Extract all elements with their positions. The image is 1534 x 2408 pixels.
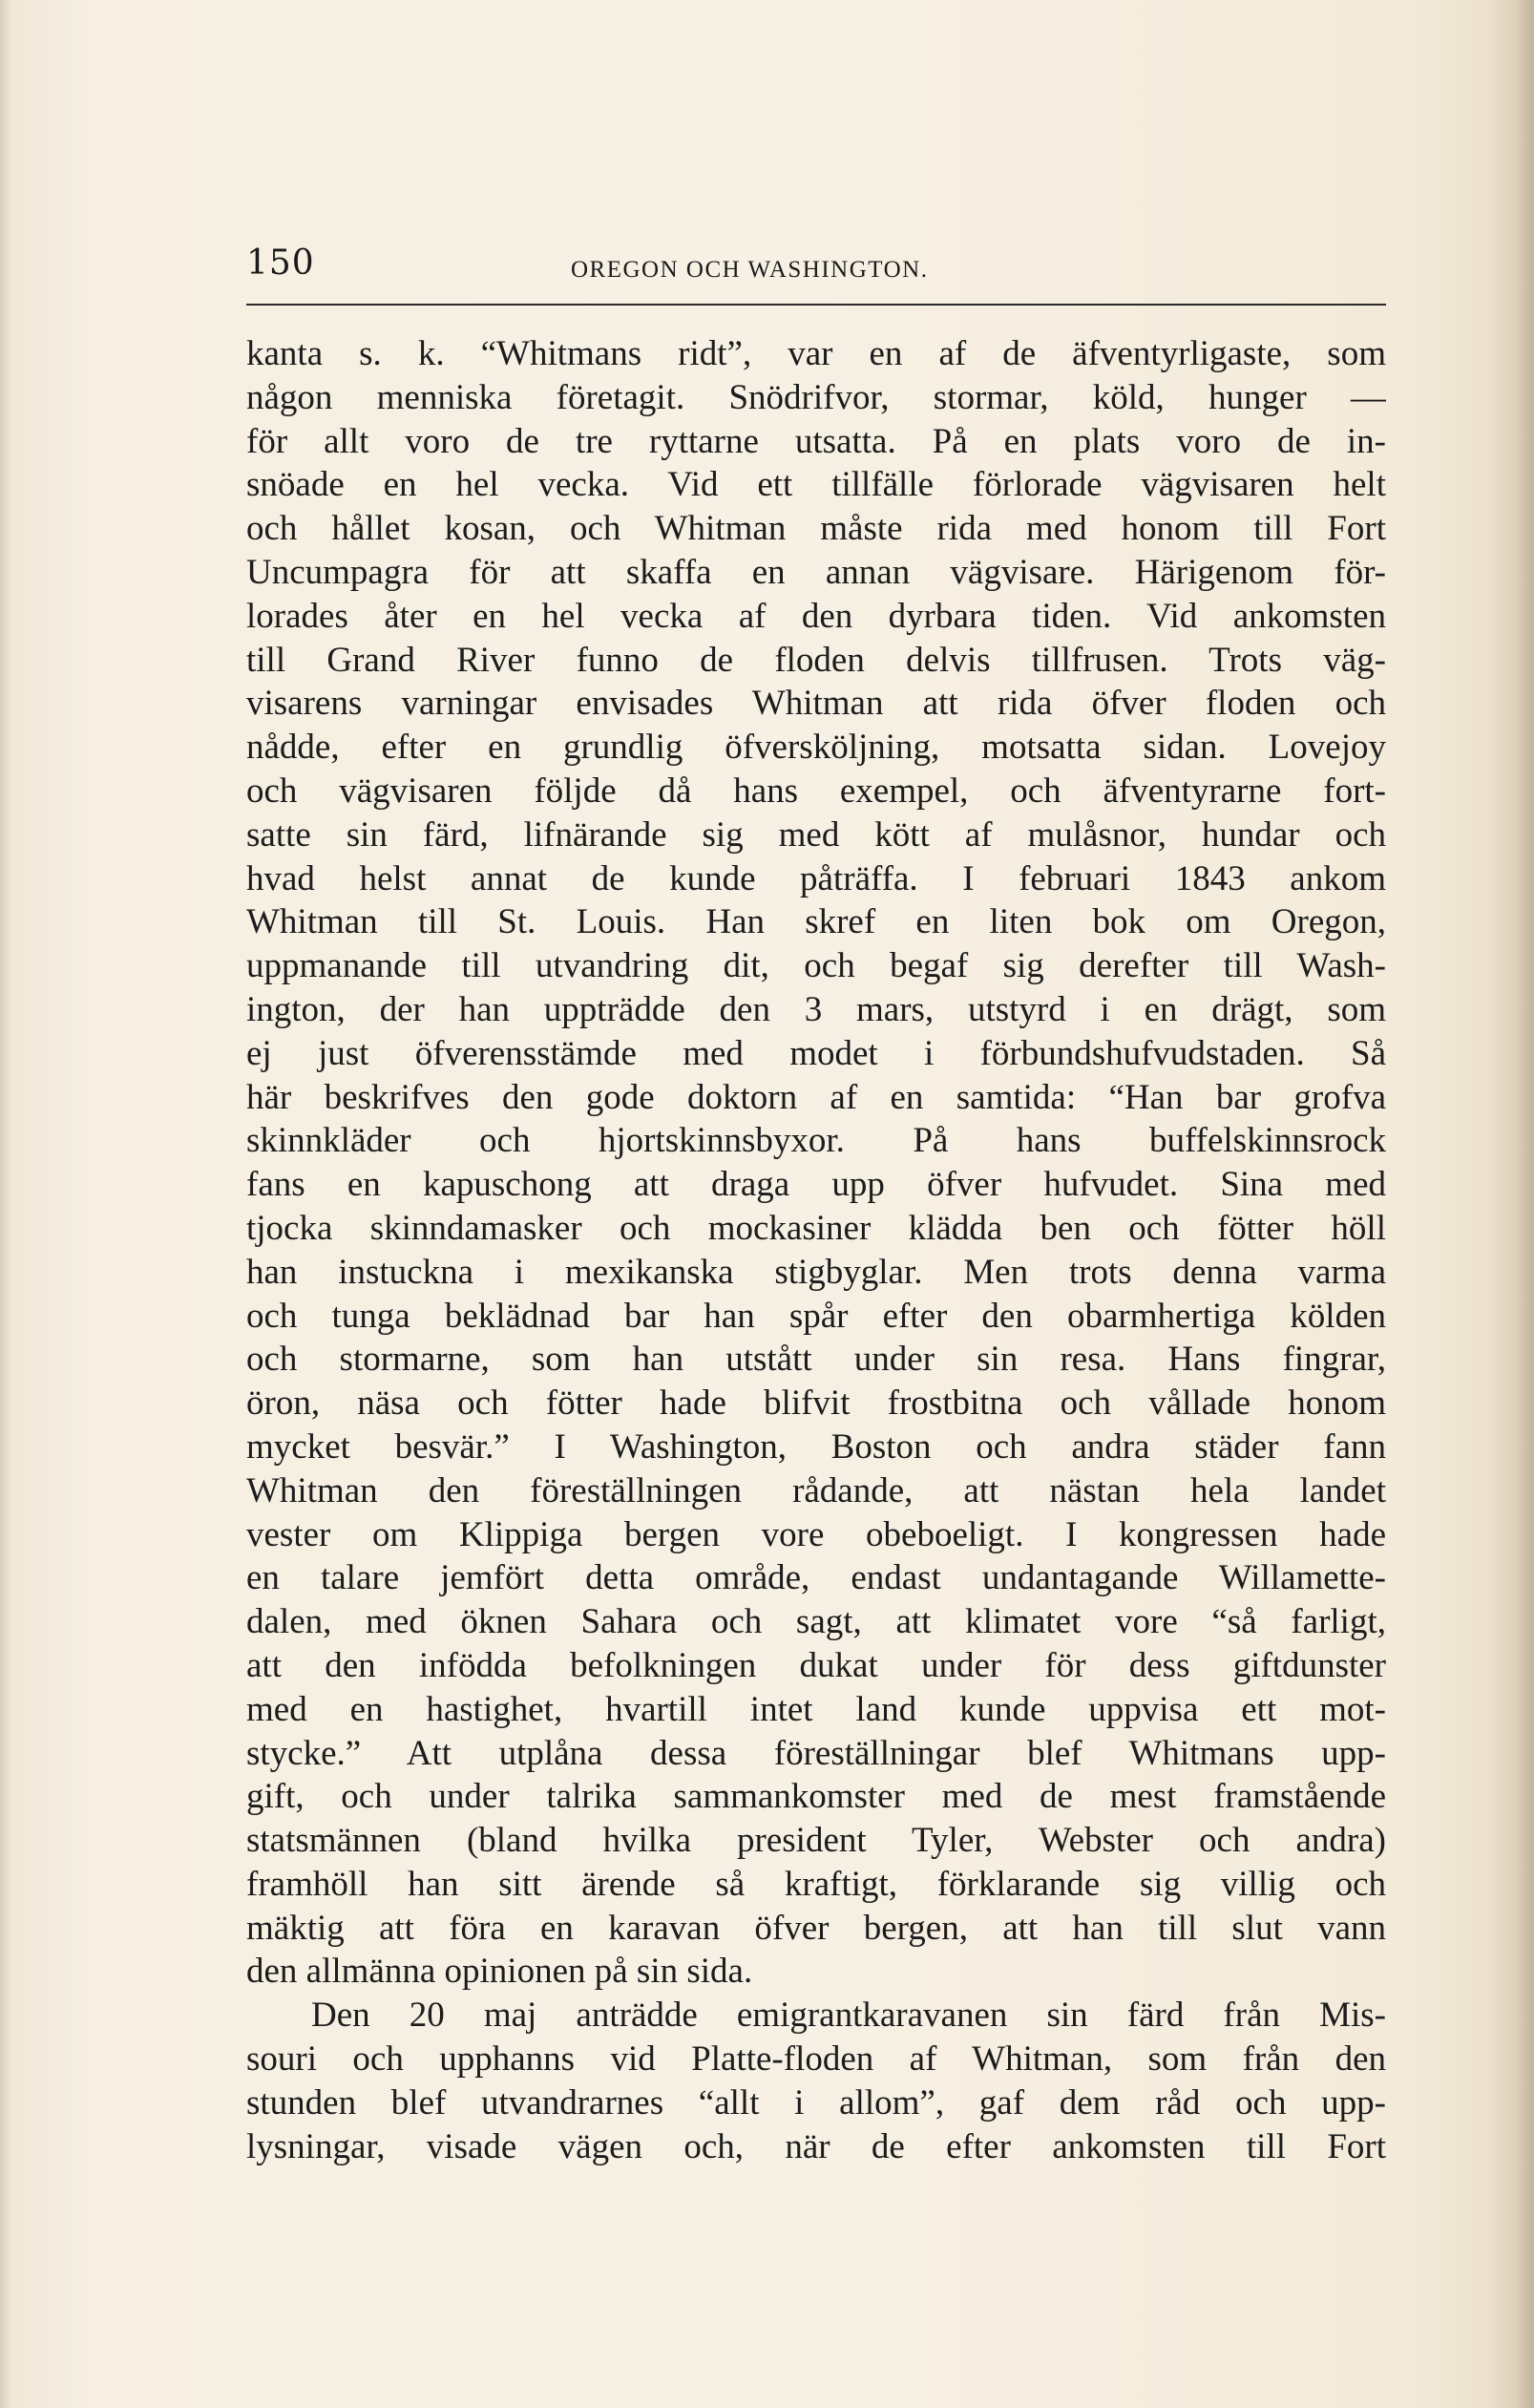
text-line: lorades åter en hel vecka af den dyrbara tiden. Vid ankomsten xyxy=(246,596,1386,636)
text-line: mycket besvär.” I Washington, Boston och andra städer fann xyxy=(246,1426,1386,1467)
text-line: fans en kapuschong att draga upp öfver hufvudet. Sina med xyxy=(246,1165,1386,1205)
text-line: gift, och under talrika sammankomster med de mest framstående xyxy=(246,1777,1386,1817)
text-line: stunden blef utvandrarnes “allt i allom”, gaf dem råd och upp- xyxy=(246,2082,1386,2123)
text-line: och hållet kosan, och Whitman måste rida med honom till Fort xyxy=(246,509,1386,549)
text-line: statsmännen (bland hvilka president Tyler, Webster och andra) xyxy=(246,1821,1386,1861)
text-line: nådde, efter en grundlig öfversköljning, motsatta sidan. Lovejoy xyxy=(246,728,1386,768)
body-text xyxy=(246,332,1386,2168)
paragraph-2 xyxy=(246,1994,1386,2168)
page-left-shadow xyxy=(0,0,11,2408)
text-line: med en hastighet, hvartill intet land kunde uppvisa ett mot- xyxy=(246,1689,1386,1729)
text-line: snöade en hel vecka. Vid ett tillfälle förlorade vägvisaren helt xyxy=(246,465,1386,505)
text-line: stycke.” Att utplåna dessa föreställningar blef Whitmans upp- xyxy=(246,1733,1386,1773)
text-line: mäktig att föra en karavan öfver bergen, att han till slut vann xyxy=(246,1908,1386,1948)
text-line: kanta s. k. “Whitmans ridt”, var en af de äfventyrligaste, som xyxy=(246,334,1386,373)
text-line: souri och upphanns vid Platte-floden af Whitman, som från den xyxy=(246,2039,1386,2080)
text-line: att den infödda befolkningen dukat under för dess giftdunster xyxy=(246,1645,1386,1685)
text-line: framhöll han sitt ärende så kraftigt, förklarande sig villig och xyxy=(246,1864,1386,1904)
page-header xyxy=(246,243,1386,301)
text-line: Whitman den föreställningen rådande, att nästan hela landet xyxy=(246,1470,1386,1510)
page-right-shadow xyxy=(1486,0,1534,2408)
text-line: satte sin färd, lifnärande sig med kött af mulåsnor, hundar och xyxy=(246,814,1386,855)
text-line: dalen, med öknen Sahara och sagt, att klimatet vore “så farligt, xyxy=(246,1602,1386,1642)
text-line: här beskrifves den gode doktorn af en samtida: “Han bar grofva xyxy=(246,1077,1386,1117)
text-line: uppmanande till utvandring dit, och begaf sig derefter till Wash- xyxy=(246,946,1386,986)
text-line: och tunga beklädnad bar han spår efter den obarmhertiga kölden xyxy=(246,1296,1386,1336)
text-line: Uncumpagra för att skaffa en annan vägvisare. Härigenom för- xyxy=(246,552,1386,592)
text-line: en talare jemfört detta område, endast undantagande Willamette- xyxy=(246,1558,1386,1598)
text-line: tjocka skinndamasker och mockasiner klädda ben och fötter höll xyxy=(246,1208,1386,1248)
paragraph-1 xyxy=(246,332,1386,1994)
text-line: ington, der han uppträdde den 3 mars, utstyrd i en drägt, som xyxy=(246,989,1386,1029)
text-line: skinnkläder och hjortskinnsbyxor. På hans buffelskinnsrock xyxy=(246,1121,1386,1161)
header-rule xyxy=(246,304,1386,306)
text-line: visarens varningar envisades Whitman att rida öfver floden och xyxy=(246,684,1386,724)
text-line: öron, näsa och fötter hade blifvit frostbitna och vållade honom xyxy=(246,1384,1386,1424)
text-line: hvad helst annat de kunde påträffa. I februari 1843 ankom xyxy=(246,858,1386,898)
text-line: och vägvisaren följde då hans exempel, och äfventyrarne fort- xyxy=(246,771,1386,811)
text-line: vester om Klippiga bergen vore obeboeligt. I kongressen hade xyxy=(246,1514,1386,1554)
page-number: 150 xyxy=(246,243,315,283)
text-line: Den 20 maj anträdde emigrantkaravanen sin färd från Mis- xyxy=(311,1996,1386,2036)
text-line: den allmänna opinionen på sin sida. xyxy=(246,1952,753,1992)
text-line: till Grand River funno de floden delvis tillfrusen. Trots väg- xyxy=(246,640,1386,680)
text-line: lysningar, visade vägen och, när de efter ankomsten till Fort xyxy=(246,2126,1386,2166)
text-line: han instuckna i mexikanska stigbyglar. Men trots denna varma xyxy=(246,1252,1386,1292)
text-line: för allt voro de tre ryttarne utsatta. På en plats voro de in- xyxy=(246,421,1386,461)
text-line: och stormarne, som han utstått under sin resa. Hans fingrar, xyxy=(246,1340,1386,1380)
running-title: OREGON OCH WASHINGTON. xyxy=(571,257,929,283)
text-line: ej just öfverensstämde med modet i förbundshufvudstaden. Så xyxy=(246,1033,1386,1073)
text-line: Whitman till St. Louis. Han skref en liten bok om Oregon, xyxy=(246,902,1386,942)
text-line: någon menniska företagit. Snödrifvor, stormar, köld, hunger — xyxy=(246,377,1386,417)
